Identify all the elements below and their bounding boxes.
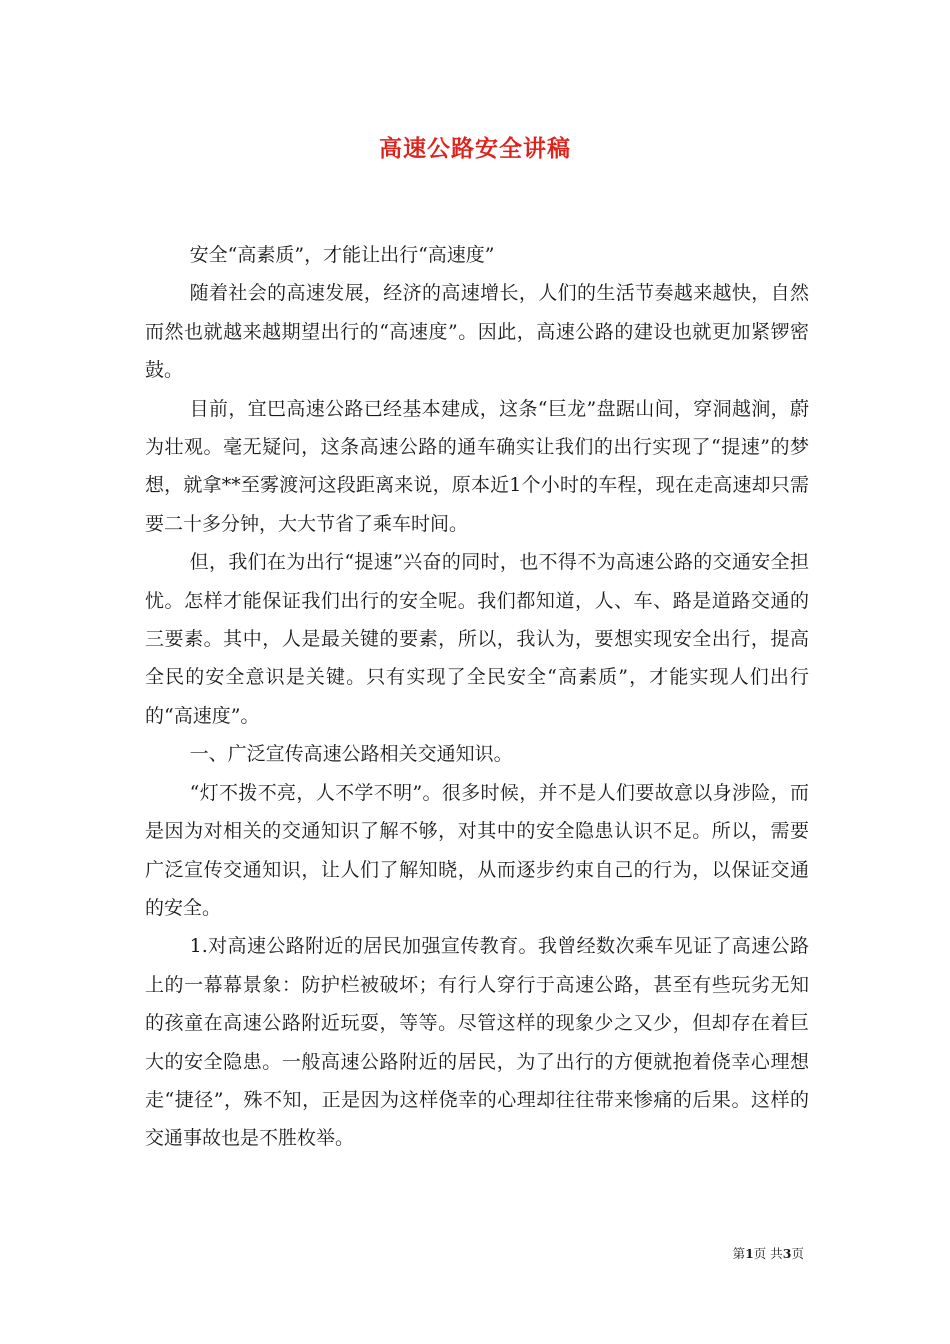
- current-page-number: 1: [745, 1246, 754, 1261]
- page-title: 高速公路安全讲稿: [379, 135, 571, 162]
- paragraph: 1.对高速公路附近的居民加强宣传教育。我曾经数次乘车见证了高速公路上的一幕幕景象：防护栏被破坏；有行人穿行于高速公路，甚至有些玩劣无知的孩童在高速公路附近玩耍，等等。尽管这样的现象少之又少，但却存在着巨大的安全隐患。一般高速公路附近的居民，为了出行的方便就抱着侥幸心理想走“捷径”，殊不知，正是因为这样侥幸的心理却往往带来惨痛的后果。这样的交通事故也是不胜枚举。: [145, 935, 809, 1150]
- paragraph: 但，我们在为出行“提速”兴奋的同时，也不得不为高速公路的交通安全担忧。怎样才能保证我们出行的安全呢。我们都知道，人、车、路是道路交通的三要素。其中，人是最关键的要素，所以，我认为，要想实现安全出行，提高全民的安全意识是关键。只有实现了全民安全“高素质”，才能实现人们出行的“高速度”。: [145, 551, 809, 727]
- section-heading: 一、广泛宣传高速公路相关交通知识。: [189, 743, 513, 766]
- footer-suffix: 页: [791, 1246, 804, 1261]
- page-number-footer: [733, 1244, 804, 1262]
- paragraph: 随着社会的高速发展，经济的高速增长，人们的生活节奏越来越快，自然而然也就越来越期望出行的“高速度”。因此，高速公路的建设也就更加紧锣密鼓。: [145, 282, 809, 382]
- document-body: [145, 236, 809, 1158]
- footer-middle: 页 共: [753, 1246, 783, 1261]
- total-pages-number: 3: [782, 1246, 792, 1261]
- paragraph-subtitle: 安全“高素质”，才能让出行“高速度”: [189, 244, 495, 266]
- footer-prefix: 第: [732, 1246, 746, 1261]
- paragraph: “灯不拨不亮，人不学不明”。很多时候，并不是人们要故意以身涉险，而是因为对相关的交通知识了解不够，对其中的安全隐患认识不足。所以，需要广泛宣传交通知识，让人们了解知晓，从而逐步约束自己的行为，以保证交通的安全。: [145, 781, 809, 919]
- paragraph: 目前，宜巴高速公路已经基本建成，这条“巨龙”盘踞山间，穿洞越涧，蔚为壮观。毫无疑问，这条高速公路的通车确实让我们的出行实现了“提速”的梦想，就拿**至雾渡河这段距离来说，原本近1个小时的车程，现在走高速却只需要二十多分钟，大大节省了乘车时间。: [145, 397, 809, 535]
